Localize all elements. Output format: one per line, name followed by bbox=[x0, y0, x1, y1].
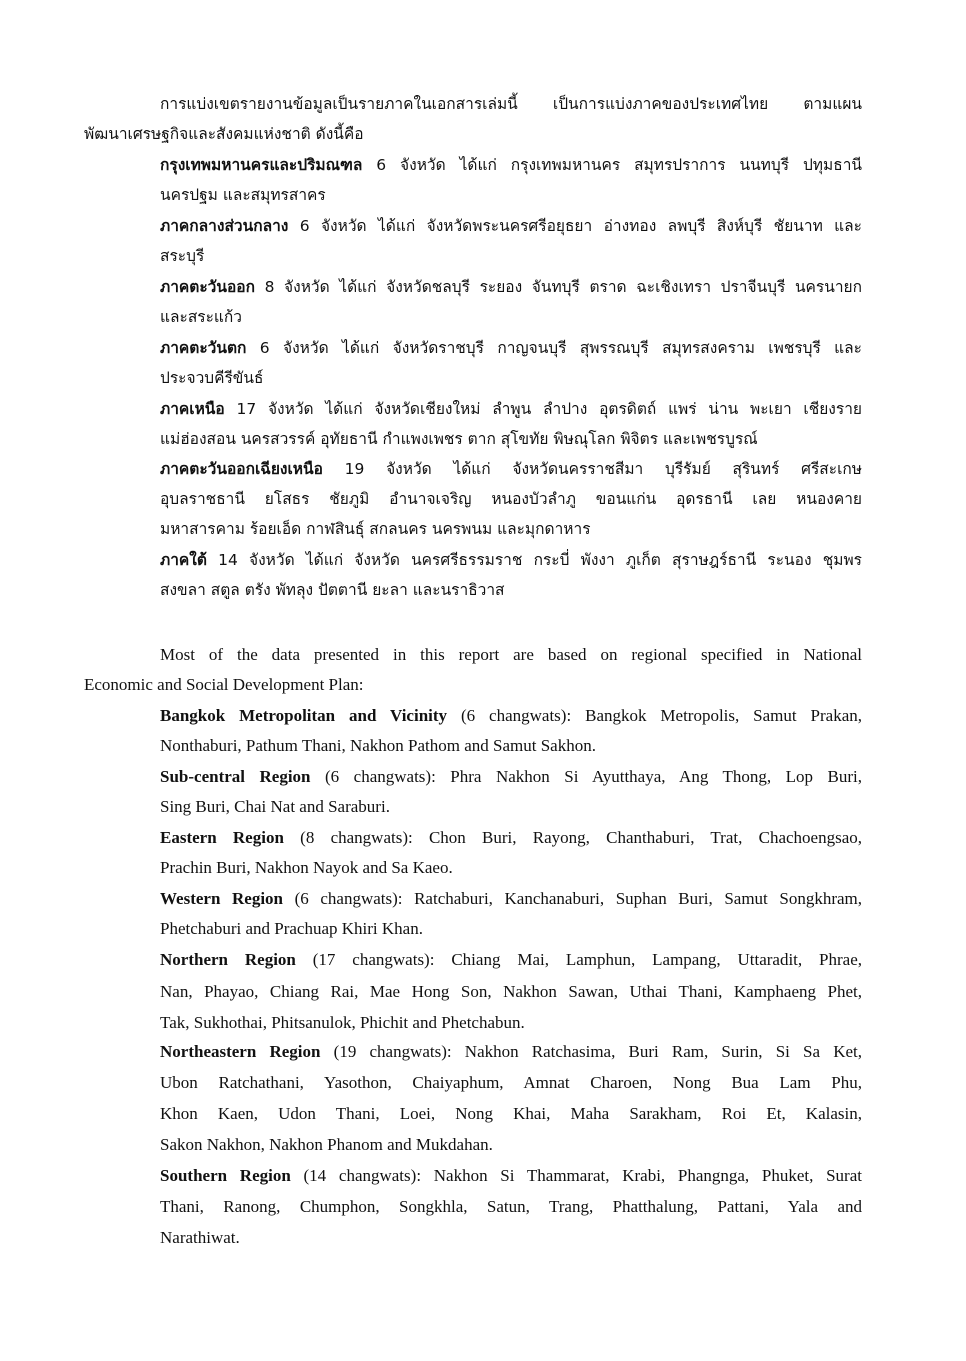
thai-region-text: 19 จังหวัด ได้แก่ จังหวัดนครราชสีมา บุรีรัมย์ สุรินทร์ ศรีสะเกษ bbox=[322, 460, 862, 478]
english-region-subcentral-line-2: Sing Buri, Chai Nat and Saraburi. bbox=[160, 797, 390, 816]
english-region-western bbox=[160, 887, 862, 911]
english-region-name: Northern Region bbox=[160, 950, 296, 969]
english-region-northern bbox=[160, 948, 862, 972]
thai-intro-line-1: การแบ่งเขตรายงานข้อมูลเป็นรายภาคในเอกสารเล่มนี้ เป็นการแบ่งภาคของประเทศไทย ตามแผน bbox=[160, 95, 862, 113]
thai-region-name: ภาคตะวันตก bbox=[160, 339, 247, 357]
thai-region-northeastern bbox=[160, 457, 862, 481]
thai-region-central bbox=[160, 214, 862, 238]
english-region-southern bbox=[160, 1164, 862, 1188]
english-region-bangkok bbox=[160, 704, 862, 728]
thai-region-text: 6 จังหวัด ได้แก่ จังหวัดราชบุรี กาญจนบุรี สุพรรณบุรี สมุทรสงคราม เพชรบุรี และ bbox=[246, 339, 862, 357]
english-region-text: : Chon Buri, Rayong, Chanthaburi, Trat, Chachoengsao, bbox=[408, 828, 862, 847]
thai-region-text: 14 จังหวัด ได้แก่ จังหวัด นครศรีธรรมราช กระบี่ พังงา ภูเก็ต สุราษฎร์ธานี ระนอง ชุมพร bbox=[206, 551, 862, 569]
thai-region-name: ภาคเหนือ bbox=[160, 400, 225, 418]
thai-region-text: 6 จังหวัด ได้แก่ จังหวัดพระนครศรีอยุธยา อ่างทอง ลพบุรี สิงห์บุรี ชัยนาท และ bbox=[288, 217, 862, 235]
thai-region-text: 6 จังหวัด ได้แก่ กรุงเทพมหานคร สมุทรปราการ นนทบุรี ปทุมธานี bbox=[362, 156, 862, 174]
english-intro-line-1: Most of the data presented in this report are based on regional specified in National bbox=[160, 645, 862, 664]
thai-region-eastern bbox=[160, 275, 862, 299]
english-region-name: Southern Region bbox=[160, 1166, 291, 1185]
english-region-northeastern-line-4: Sakon Nakhon, Nakhon Phanom and Mukdahan. bbox=[160, 1135, 493, 1154]
thai-region-name: ภาคใต้ bbox=[160, 551, 207, 569]
thai-region-bangkok-line-2: นครปฐม และสมุทรสาคร bbox=[160, 186, 326, 204]
english-region-western-line-2: Phetchaburi and Prachuap Khiri Khan. bbox=[160, 919, 423, 938]
english-region-count: (19 changwats) bbox=[320, 1042, 447, 1061]
english-region-bangkok-line-2: Nonthaburi, Pathum Thani, Nakhon Pathom and Samut Sakhon. bbox=[160, 736, 596, 755]
english-region-northeastern bbox=[160, 1040, 862, 1064]
english-region-name: Northeastern Region bbox=[160, 1042, 321, 1061]
thai-region-northeastern-line-2: อุบลราชธานี ยโสธร ชัยภูมิ อำนาจเจริญ หนองบัวลำภู ขอนแก่น อุดรธานี เลย หนองคาย bbox=[160, 490, 862, 508]
english-region-northern-line-3: Tak, Sukhothai, Phitsanulok, Phichit and Phetchabun. bbox=[160, 1013, 525, 1032]
thai-region-northeastern-line-3: มหาสารคาม ร้อยเอ็ด กาฬสินธุ์ สกลนคร นครพนม และมุกดาหาร bbox=[160, 520, 591, 538]
english-region-eastern-line-2: Prachin Buri, Nakhon Nayok and Sa Kaeo. bbox=[160, 858, 453, 877]
thai-region-eastern-line-2: และสระแก้ว bbox=[160, 308, 243, 326]
thai-intro-line-2: พัฒนาเศรษฐกิจและสังคมแห่งชาติ ดังนี้คือ bbox=[84, 125, 364, 143]
thai-region-western bbox=[160, 336, 862, 360]
english-region-text: : Nakhon Si Thammarat, Krabi, Phangnga, Phuket, Surat bbox=[416, 1166, 862, 1185]
thai-region-text: 8 จังหวัด ได้แก่ จังหวัดชลบุรี ระยอง จันทบุรี ตราด ฉะเชิงเทรา ปราจีนบุรี นครนายก bbox=[254, 278, 862, 296]
english-region-text: : Phra Nakhon Si Ayutthaya, Ang Thong, Lop Buri, bbox=[431, 767, 863, 786]
thai-region-central-line-2: สระบุรี bbox=[160, 247, 205, 265]
thai-region-southern-line-2: สงขลา สตูล ตรัง พัทลุง ปัตตานี ยะลา และนราธิวาส bbox=[160, 581, 505, 599]
english-intro-line-2: Economic and Social Development Plan: bbox=[84, 675, 364, 694]
english-region-name: Bangkok Metropolitan and Vicinity bbox=[160, 706, 448, 725]
english-region-text: : Nakhon Ratchasima, Buri Ram, Surin, Si Sa Ket, bbox=[446, 1042, 863, 1061]
english-region-northern-line-2: Nan, Phayao, Chiang Rai, Mae Hong Son, Nakhon Sawan, Uthai Thani, Kamphaeng Phet, bbox=[160, 982, 862, 1001]
english-region-northeastern-line-3: Khon Kaen, Udon Thani, Loei, Nong Khai, Maha Sarakham, Roi Et, Kalasin, bbox=[160, 1104, 862, 1123]
english-region-count: (14 changwats) bbox=[290, 1166, 417, 1185]
english-region-name: Sub-central Region bbox=[160, 767, 311, 786]
english-region-count: (6 changwats) bbox=[447, 706, 567, 725]
english-region-text: : Chiang Mai, Lamphun, Lampang, Uttaradit, Phrae, bbox=[429, 950, 863, 969]
english-region-southern-line-2: Thani, Ranong, Chumphon, Songkhla, Satun, Trang, Phatthalung, Pattani, Yala and bbox=[160, 1197, 862, 1216]
thai-region-bangkok bbox=[160, 153, 862, 177]
thai-region-name: ภาคตะวันออก bbox=[160, 278, 255, 296]
thai-region-name: ภาคตะวันออกเฉียงเหนือ bbox=[160, 460, 323, 478]
thai-region-text: 17 จังหวัด ได้แก่ จังหวัดเชียงใหม่ ลำพูน ลำปาง อุตรดิตถ์ แพร่ น่าน พะเยา เชียงราย bbox=[224, 400, 862, 418]
english-region-count: (6 changwats) bbox=[310, 767, 432, 786]
english-region-text: : Bangkok Metropolis, Samut Prakan, bbox=[566, 706, 863, 725]
english-region-southern-line-3: Narathiwat. bbox=[160, 1228, 240, 1247]
english-region-count: (6 changwats) bbox=[283, 889, 398, 908]
thai-region-southern bbox=[160, 548, 862, 572]
english-region-eastern bbox=[160, 826, 862, 850]
thai-region-northern bbox=[160, 397, 862, 421]
english-region-name: Western Region bbox=[160, 889, 284, 908]
english-region-count: (17 changwats) bbox=[295, 950, 430, 969]
english-region-name: Eastern Region bbox=[160, 828, 284, 847]
thai-region-name: กรุงเทพมหานครและปริมณฑล bbox=[160, 156, 363, 174]
thai-region-northern-line-2: แม่ฮ่องสอน นครสวรรค์ อุทัยธานี กำแพงเพชร ตาก สุโขทัย พิษณุโลก พิจิตร และเพชรบูรณ์ bbox=[160, 430, 758, 448]
english-region-northeastern-line-2: Ubon Ratchathani, Yasothon, Chaiyaphum, Amnat Charoen, Nong Bua Lam Phu, bbox=[160, 1073, 862, 1092]
english-region-text: : Ratchaburi, Kanchanaburi, Suphan Buri, Samut Songkhram, bbox=[397, 889, 863, 908]
english-region-subcentral bbox=[160, 765, 862, 789]
thai-region-western-line-2: ประจวบคีรีขันธ์ bbox=[160, 369, 264, 387]
thai-region-name: ภาคกลางส่วนกลาง bbox=[160, 217, 289, 235]
english-region-count: (8 changwats) bbox=[283, 828, 408, 847]
